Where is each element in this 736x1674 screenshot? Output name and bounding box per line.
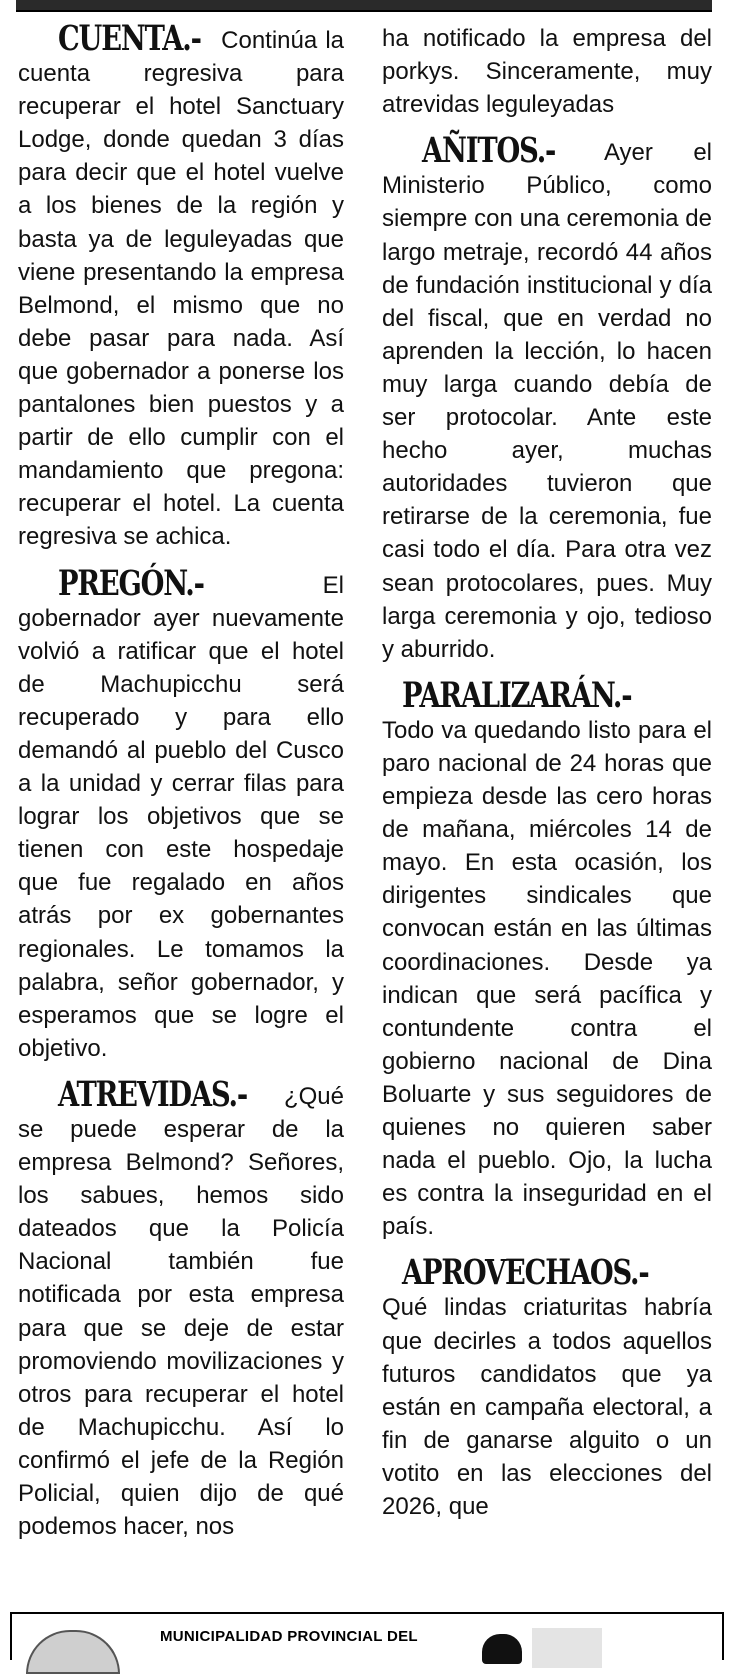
keyword-cuenta: CUENTA.- bbox=[58, 18, 201, 59]
paragraph-anitos bbox=[382, 130, 712, 666]
right-column bbox=[382, 22, 712, 1536]
paragraph-aprovechaos bbox=[382, 1252, 712, 1523]
left-column bbox=[18, 18, 345, 1556]
advertisement-box bbox=[10, 1612, 724, 1660]
top-rule bbox=[16, 0, 712, 12]
ad-title: MUNICIPALIDAD PROVINCIAL DEL bbox=[160, 1628, 418, 1645]
text-cuenta: Continúa la cuenta regresiva para recuperar el hotel Sanctuary Lodge, donde quedan 3 días para decir que el hotel vuelve a los bienes de la región y basta ya de leguleyadas que viene presentando la empresa Belmond, el mismo que no debe pasar para nada. Así que gobernador a ponerse los pantalones bien puestos y a partir de ello cumplir con el mandamiento que pregona: recuperar el hotel. La cuenta regresiva se achica. bbox=[18, 27, 345, 551]
text-pregon: El gobernador ayer nuevamente volvió a ratificar que el hotel de Machupicchu será recuperado y para ello demandó al pueblo del Cusco a la unidad y cerrar filas para lograr los objetivos que se tienen con este hospedaje que fue regalado en años atrás por ex gobernantes regionales. Le tomamos la palabra, señor gobernador, y esperamos que se logre el objetivo. bbox=[18, 571, 344, 1062]
keyword-atrevidas: ATREVIDAS.- bbox=[58, 1073, 248, 1115]
paragraph-continued bbox=[382, 22, 712, 121]
keyword-pregon: PREGÓN.- bbox=[58, 562, 204, 604]
paragraph-cuenta bbox=[18, 18, 345, 554]
text-anitos: Ayer el Ministerio Público, como siempre con una ceremonia de largo metraje, recordó 44 años de fundación institucional y día del fiscal, que en verdad no aprenden la lección, lo hacen muy larga cuando debía de ser protocolar. Ante este hecho ayer, muchas autoridades tuvieron que retirarse de la ceremonia, fue casi todo el día. Para otra vez sean protocolares, pues. Muy larga ceremonia y ojo, tedioso y aburrido. bbox=[382, 139, 712, 663]
paragraph-atrevidas bbox=[18, 1073, 344, 1543]
ad-graphic bbox=[532, 1628, 602, 1668]
paragraph-paralizaran bbox=[382, 674, 712, 1244]
text-paralizaran: Todo va quedando listo para el paro nacional de 24 horas que empieza desde las cero horas de mañana, miércoles 14 de mayo. En esta ocasión, los dirigentes sindicales que convocan están en las últimas coordinaciones. Desde ya indican que será pacífica y contundente contra el gobierno nacional de Dina Boluarte y sus seguidores de quienes no quieren saber nada el pueblo. Ojo, la lucha es contra la inseguridad en el país. bbox=[382, 716, 712, 1241]
text-aprovechaos: Qué lindas criaturitas habría que decirles a todos aquellos futuros candidatos que ya están en campaña electoral, a fin de ganarse alguito o un votito en las elecciones del 2026, que bbox=[382, 1294, 712, 1521]
paragraph-pregon bbox=[18, 562, 344, 1065]
text-atrevidas: ¿Qué se puede esperar de la empresa Belmond? Señores, los sabues, hemos sido dateados que la Policía Nacional también fue notificada por esta empresa para que se deje de estar promoviendo movilizaciones y otros para recuperar el hotel de Machupicchu. Así lo confirmó el jefe de la Región Policial, quien dijo de qué podemos hacer, nos bbox=[18, 1082, 344, 1541]
keyword-anitos: AÑITOS.- bbox=[422, 130, 556, 172]
keyword-aprovechaos: APROVECHAOS.- bbox=[402, 1252, 649, 1294]
keyword-paralizaran: PARALIZARÁN.- bbox=[402, 674, 632, 716]
text-continued: ha notificado la empresa del porkys. Sinceramente, muy atrevidas leguleyadas bbox=[382, 25, 712, 119]
municipal-seal-icon bbox=[26, 1630, 120, 1674]
